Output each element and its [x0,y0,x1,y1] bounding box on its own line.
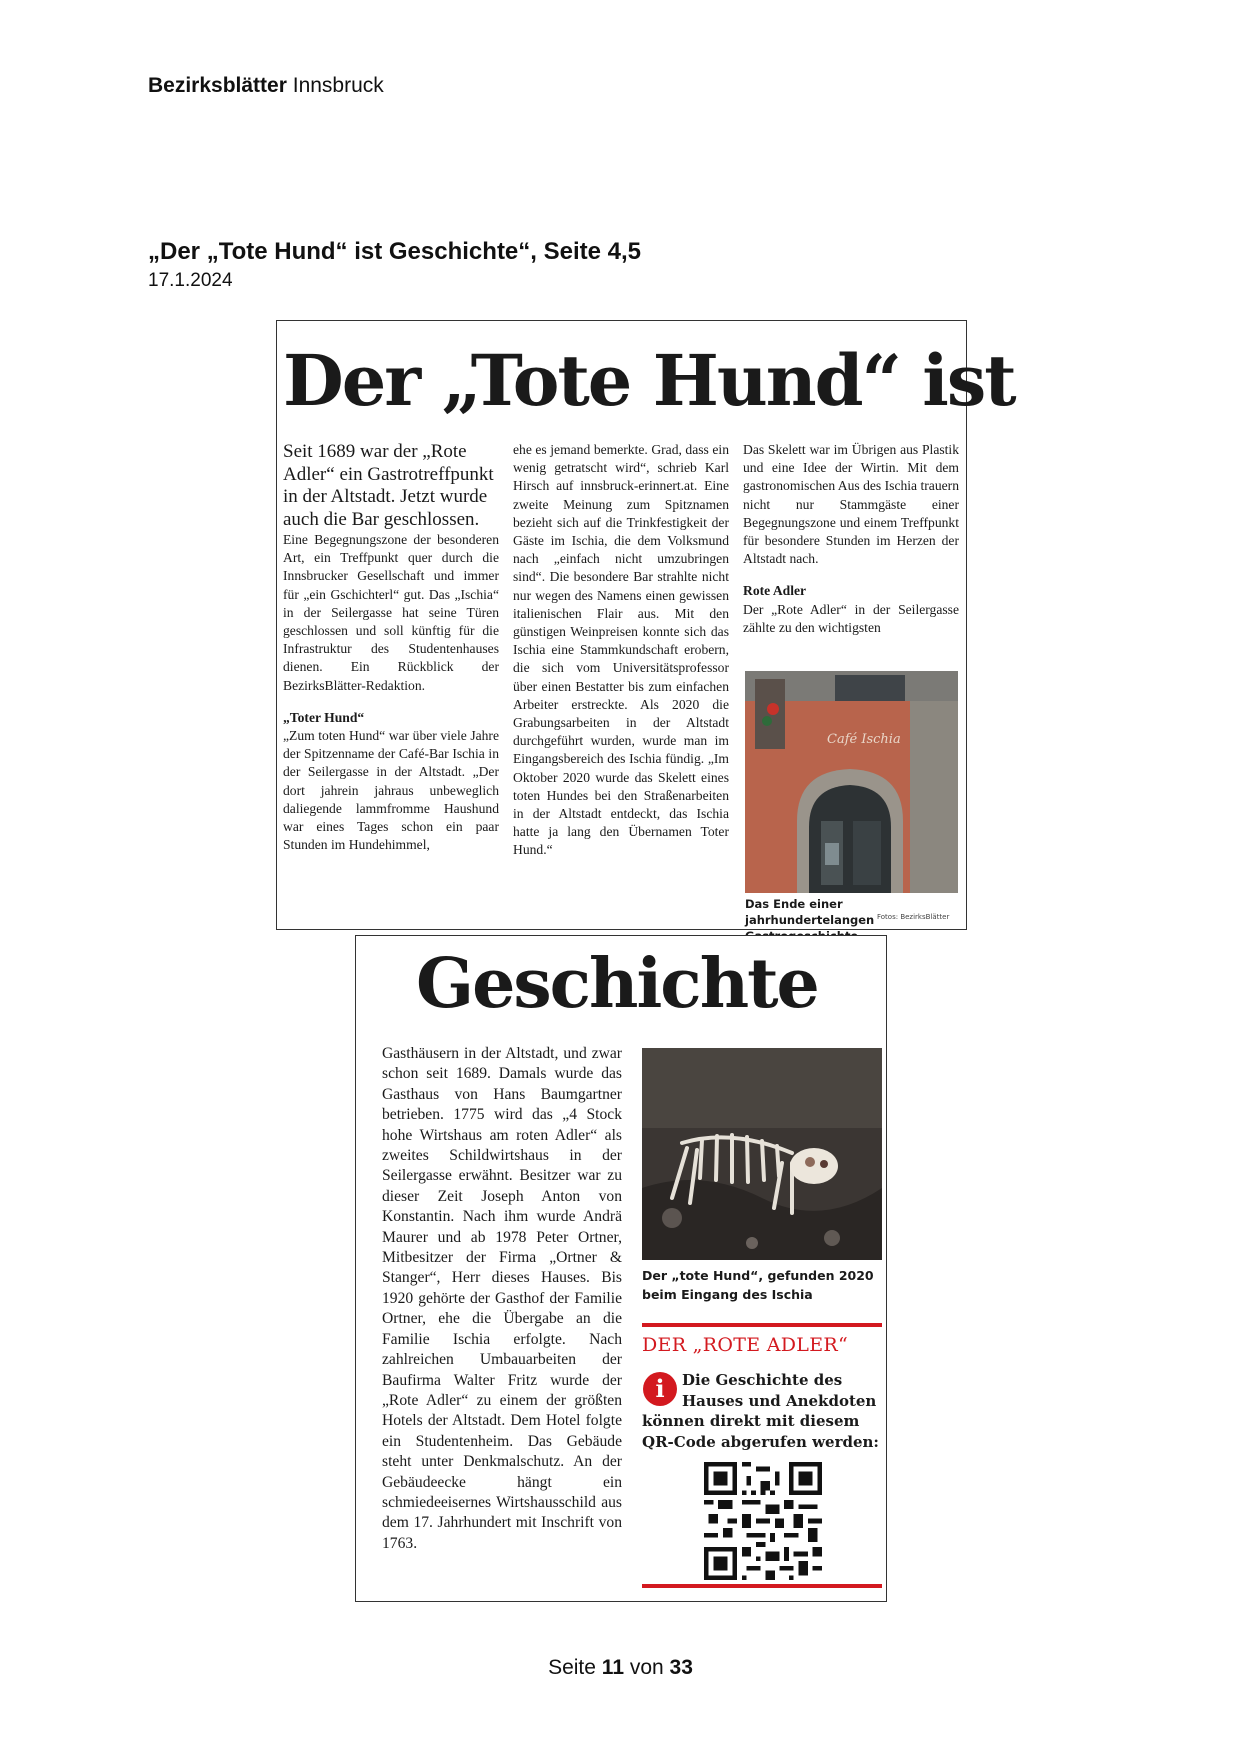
photo-dog-skeleton [642,1048,882,1260]
info-box-top-rule [642,1323,882,1327]
photo-caption-facade: Das Ende einer jahrhundertelangen [745,897,875,927]
article-column-2 [513,441,729,860]
article-column-history [382,1044,622,1554]
qr-code-icon[interactable] [701,1462,825,1580]
info-box-line-2: Hauses und Anekdoten [682,1391,877,1410]
info-box-text [642,1370,882,1452]
info-icon: i [643,1372,677,1406]
article-body-4: Der „Rote Adler“ in der Seilergasse zählte zu den wichtigsten [743,601,959,635]
publication-city: Innsbruck [292,74,384,97]
info-box-title: DER „ROTE ADLER“ [642,1334,849,1356]
footer-middle: von [629,1656,664,1679]
article-body-3: Das Skelett war im Übrigen aus Plastik und eine Idee der Wirtin. Mit dem gastronomischen Aus des Ischia trauern nicht nur Stammgäste einer Begegnungszone und einem Treffpunkt für besondere Stunden im Herzen der Altstadt nach. [743,442,959,567]
facade-illustration [745,671,958,893]
article-intro: Eine Begegnungszone der besonderen Art, ein Treffpunkt quer durch die Innsbrucker Gesellschaft und immer für „ein Gschichterl“ gut. Das „Ischia“ in der Seilergasse hat seine Türen geschlossen und soll künftig für die Infrastruktur des Studentenhauses dienen. Ein Rückblick der BezirksBlätter-Redaktion. [283,532,499,693]
subheading-toter-hund: „Toter Hund“ [283,709,365,725]
info-box-line-1: Die Geschichte des [682,1371,843,1389]
article-lead: Seit 1689 war der „Rote Adler“ ein Gastrotreffpunkt in der Altstadt. Jetzt wurde auch die Bar geschlossen. [283,441,494,530]
page-footer [0,1656,1241,1680]
document-title: „Der „Tote Hund“ ist Geschichte“, Seite 4,5 [148,238,642,265]
newspaper-clipping-top [276,320,1015,930]
newspaper-clipping-bottom [355,935,887,1602]
footer-prefix: Seite [548,1656,596,1679]
article-column-3 [743,441,959,637]
photo-sign-text: Café Ischia [827,732,901,747]
photo-caption-skeleton: Der „tote Hund“, gefunden 2020 beim Eingang des Ischia [642,1268,874,1302]
photo-ischia-facade [745,671,958,893]
publication-name [148,74,384,98]
article-body-history: Gasthäusern in der Altstadt, und zwar schon seit 1689. Damals wurde das Gasthaus von Hans Baumgartner betrieben. 1775 wird das „4 Stock hohe Wirtshaus am roten Adler“ als zweites Schildwirtshaus in der Seilergasse erwähnt. Besitzer war zu dieser Zeit Joseph Anton von Konstantin. Nach ihm wurde Andrä Maurer und ab 1978 Peter Ortner, Mitbesitzer der Firma „Ortner & Stanger“, Herr dieses Hauses. Bis 1920 gehörte der Gasthof der Familie Ortner, ehe die Übergabe an die Familie Ischia erfolgte. Nach zahlreichen Umbauarbeiten der Baufirma Walter Fritz wurde der „Rote Adler“ zu einem der größten Hotels der Altstadt. Dem Hotel folgte ein Studentenheim. Das Gebäude steht unter Denkmalschutz. An der Gebäudeecke hängt ein schmiedeeisernes Wirtshausschild aus dem 17. Jahrhundert mit Inschrift von 1763. [382,1045,622,1552]
photo-credit: Fotos: BezirksBlätter [877,913,950,921]
publication-name-bold: Bezirksblätter [148,74,287,97]
subheading-rote-adler: Rote Adler [743,583,807,599]
info-box-bottom-rule [642,1584,882,1588]
footer-total-pages: 33 [669,1656,693,1679]
article-body-2: ehe es jemand bemerkte. Grad, dass ein wenig getratscht wird“, schrieb Karl Hirsch auf innsbruck-erinnert.at. Eine zweite Meinung zum Spitznamen bezieht sich auf die Trinkfestigkeit der Gäste im Ischia, die dem Volksmund nach „einfach nicht umzubringen sind“. Die besondere Bar strahlte nicht nur wegen des Namens einen gewissen italienischen Flair aus. Mit den günstigen Weinpreisen konnte sich das Ischia eine Stammkundschaft erobern, die sich vom Universitätsprofessor über einen Bestatter bis zum einfachen Arbeiter erstreckte. Als 2020 die Grabungsarbeiten in der Altstadt durchgeführt wurden, wurde man im Eingangsbereich des Ischia fündig. „Im Oktober 2020 wurde das Skelett eines toten Hundes bei den Straßenarbeiten in der Altstadt entdeckt, das Ischia hatte ja lang den Übernamen Toter Hund.“ [513,442,729,858]
clipping-headline-part1: Der „Tote Hund“ ist [283,339,1015,422]
clipping-headline-part2: Geschichte [416,944,818,1024]
article-body-1: „Zum toten Hund“ war über viele Jahre der Spitzenname der Café-Bar Ischia in der Seilergasse in der Altstadt. „Der dort jahrein jahraus unbeweglich daliegende lammfromme Haushund war eines Tages schon ein paar Stunden im Hundehimmel, [283,728,499,853]
document-date: 17.1.2024 [148,270,233,291]
footer-page-number: 11 [601,1656,624,1679]
skeleton-illustration [642,1048,882,1260]
article-column-1 [283,441,499,854]
info-box-line-rest: können direkt mit diesem QR-Code abgerufen werden: [642,1412,879,1451]
